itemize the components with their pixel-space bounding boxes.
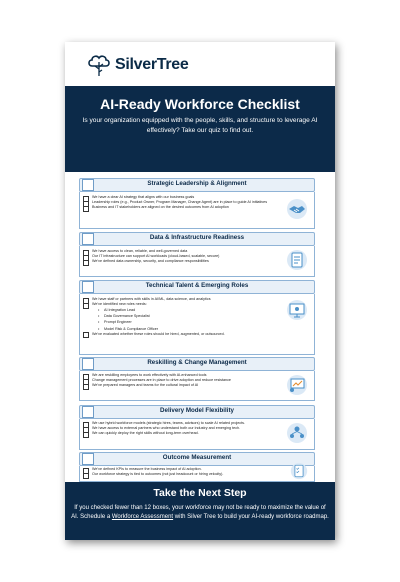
section-body [79, 419, 315, 450]
checklist-item[interactable]: We've prepared managers and teams for the cultural impact of AI [80, 383, 314, 388]
section-header [79, 232, 315, 246]
section-body [79, 246, 315, 277]
checklist-item[interactable]: We have access to external partners who understand both our industry and emerging tech. [80, 426, 314, 431]
section-delivery-model [79, 405, 315, 450]
section-body [79, 294, 315, 355]
item-checkbox[interactable] [83, 260, 89, 266]
section-title: Delivery Model Flexibility [160, 407, 234, 414]
role-bullet: • Model Risk & Compliance Officer [80, 326, 314, 332]
training-board-icon [286, 374, 308, 396]
checklist-icon [290, 462, 308, 480]
footer-title: Take the Next Step [153, 487, 247, 499]
checklist-item[interactable]: We've defined data ownership, security, and compliance responsibilities [80, 259, 314, 264]
page-title: AI-Ready Workforce Checklist [100, 96, 300, 112]
checklist-item[interactable]: We've defined KPIs to measure the business impact of AI adoption. [80, 467, 314, 472]
section-outcome-measurement [79, 452, 315, 482]
presentation-icon [286, 299, 308, 321]
checklist-item[interactable]: We've evaluated whether these roles should be hired, augmented, or outsourced. [80, 332, 314, 337]
checklist-item[interactable]: We are reskilling employees to work effectively with AI-enhanced tools [80, 373, 314, 378]
section-body [79, 371, 315, 401]
section-header [79, 405, 315, 419]
section-body [79, 192, 315, 229]
section-title: Technical Talent & Emerging Roles [145, 282, 249, 289]
checklist-item[interactable]: We have access to clean, reliable, and well-governed data [80, 249, 314, 254]
item-checkbox[interactable] [83, 206, 89, 212]
section-header [79, 452, 315, 466]
workforce-assessment-link[interactable]: Workforce Assessment [111, 514, 174, 520]
brand-header [65, 42, 335, 86]
section-body [79, 466, 315, 482]
checklist-item[interactable]: We can quickly deploy the right skills without long-term overhead. [80, 431, 314, 436]
page-subtitle: Is your organization equipped with the people, skills, and structure to leverage AI effectively? Take our quiz to find out. [82, 117, 318, 134]
checklist-item[interactable]: Leadership roles (e.g., Product Owner, Program Manager, Change Agent) are in place to guide AI initiatives [80, 200, 314, 205]
section-header [79, 280, 315, 294]
checklist-item[interactable]: Our IT infrastructure can support AI workloads (cloud-based, scalable, secure) [80, 254, 314, 259]
section-header [79, 357, 315, 371]
section-reskilling [79, 357, 315, 401]
section-title: Outcome Measurement [162, 454, 232, 461]
hero-banner [65, 86, 335, 172]
section-strategic-leadership [79, 178, 315, 229]
checklist-item[interactable]: We've identified new roles needs: [80, 302, 314, 307]
handshake-icon [286, 198, 308, 220]
team-network-icon [286, 422, 308, 444]
checklist-item[interactable]: Business and IT stakeholders are aligned on the desired outcomes from AI adoption [80, 205, 314, 210]
checklist-item[interactable]: Our workforce strategy is tied to outcomes (not just headcount or hiring velocity). [80, 472, 314, 477]
tree-logo-icon [86, 52, 112, 78]
section-title: Data & Infrastructure Readiness [149, 234, 245, 241]
document-icon [286, 249, 308, 271]
checklist-item[interactable]: We have staff or partners with skills in AI/ML, data science, and analytics [80, 297, 314, 302]
section-title: Reskilling & Change Management [147, 359, 247, 366]
section-title: Strategic Leadership & Alignment [147, 180, 247, 187]
role-bullet: • Prompt Engineer [80, 319, 314, 325]
section-data-infrastructure [79, 232, 315, 277]
brand-name: SilverTree [115, 56, 189, 73]
item-checkbox[interactable] [83, 384, 89, 390]
item-checkbox[interactable] [83, 332, 89, 338]
checklist-sheet [65, 42, 335, 540]
footer-text: If you checked fewer than 12 boxes, your workforce may not be ready to maximize the value of AI. Schedule a Workforce Assessment with Silver Tree to build your AI-ready workforce roadmap. [71, 505, 329, 520]
role-bullet: • AI Integration Lead [80, 307, 314, 313]
checklist-item[interactable]: We use hybrid workforce models (strategic hires, teams, advisors) to scale AI related projects. [80, 421, 314, 426]
section-technical-talent [79, 280, 315, 355]
item-checkbox[interactable] [83, 473, 89, 479]
checklist-item[interactable]: We have a clear AI strategy that aligns with our business goals [80, 195, 314, 200]
item-checkbox[interactable] [83, 432, 89, 438]
call-to-action-footer [65, 482, 335, 540]
role-bullet: • Data Governance Specialist [80, 313, 314, 319]
checklist-item[interactable]: Change management processes are in place to drive adoption and reduce resistance [80, 378, 314, 383]
section-header [79, 178, 315, 192]
